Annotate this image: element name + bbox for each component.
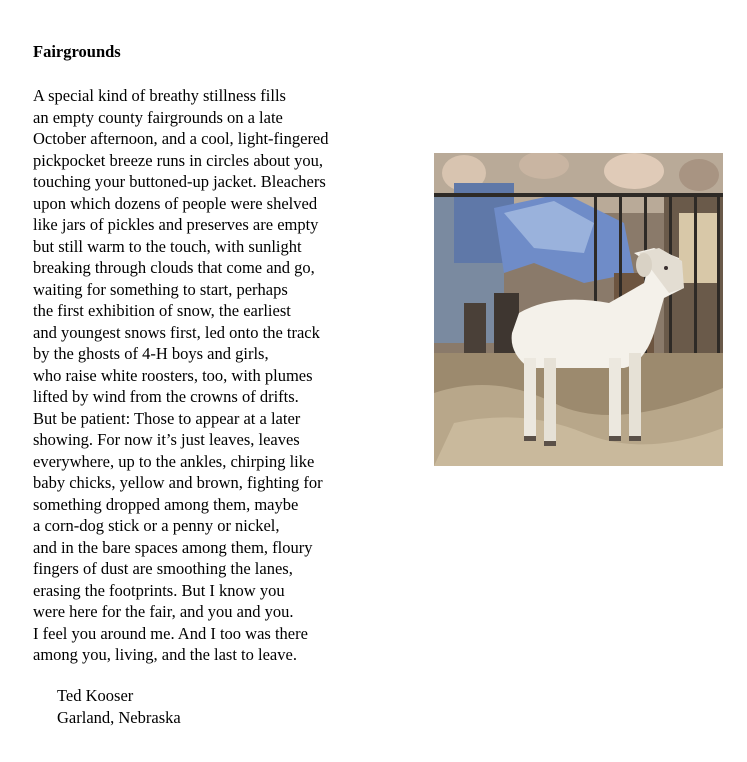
- poem-line: lifted by wind from the crowns of drifts.: [33, 387, 299, 406]
- poem-line: were here for the fair, and you and you.: [33, 602, 294, 621]
- poem-line: But be patient: Those to appear at a later: [33, 408, 301, 428]
- poem-line: waiting for something to start, perhaps: [33, 279, 288, 299]
- poem-line: showing. For now it’s just leaves, leaves: [33, 430, 300, 449]
- poem-line: a corn-dog stick or a penny or nickel,: [33, 516, 280, 535]
- poem-line: everywhere, up to the ankles, chirping like: [33, 451, 315, 471]
- poem-line: who raise white roosters, too, with plumes: [33, 365, 313, 385]
- goat-photo: [434, 153, 723, 466]
- poem-line: and in the bare spaces among them, floury: [33, 537, 313, 557]
- poem-line: fingers of dust are smoothing the lanes,: [33, 559, 293, 578]
- signature: [57, 685, 181, 729]
- poem-line: October afternoon, and a cool, light-fingered: [33, 129, 329, 148]
- poem-line: I feel you around me. And I too was there: [33, 623, 308, 643]
- poem-line: touching your buttoned-up jacket. Bleachers: [33, 172, 326, 191]
- poem-line: an empty county fairgrounds on a late: [33, 107, 283, 127]
- poem-line: like jars of pickles and preserves are empty: [33, 215, 319, 234]
- poem-line: something dropped among them, maybe: [33, 494, 299, 514]
- author-place: Garland, Nebraska: [57, 708, 181, 727]
- poem-line: by the ghosts of 4-H boys and girls,: [33, 344, 269, 363]
- poem-line: baby chicks, yellow and brown, fighting for: [33, 473, 323, 492]
- poem-line: but still warm to the touch, with sunlight: [33, 236, 302, 256]
- poem-line: and youngest snows first, led onto the track: [33, 322, 320, 342]
- poem-line: pickpocket breeze runs in circles about you,: [33, 150, 324, 170]
- poem-line: upon which dozens of people were shelved: [33, 193, 318, 213]
- poem-title: Fairgrounds: [33, 42, 121, 61]
- author-name: Ted Kooser: [57, 686, 134, 705]
- poem-line: among you, living, and the last to leave.: [33, 645, 297, 664]
- poem-line: the first exhibition of snow, the earliest: [33, 301, 291, 320]
- poem-line: breaking through clouds that come and go,: [33, 258, 315, 277]
- poem-line: A special kind of breathy stillness fills: [33, 86, 286, 105]
- poem-body: [33, 85, 423, 666]
- poem-line: erasing the footprints. But I know you: [33, 580, 285, 600]
